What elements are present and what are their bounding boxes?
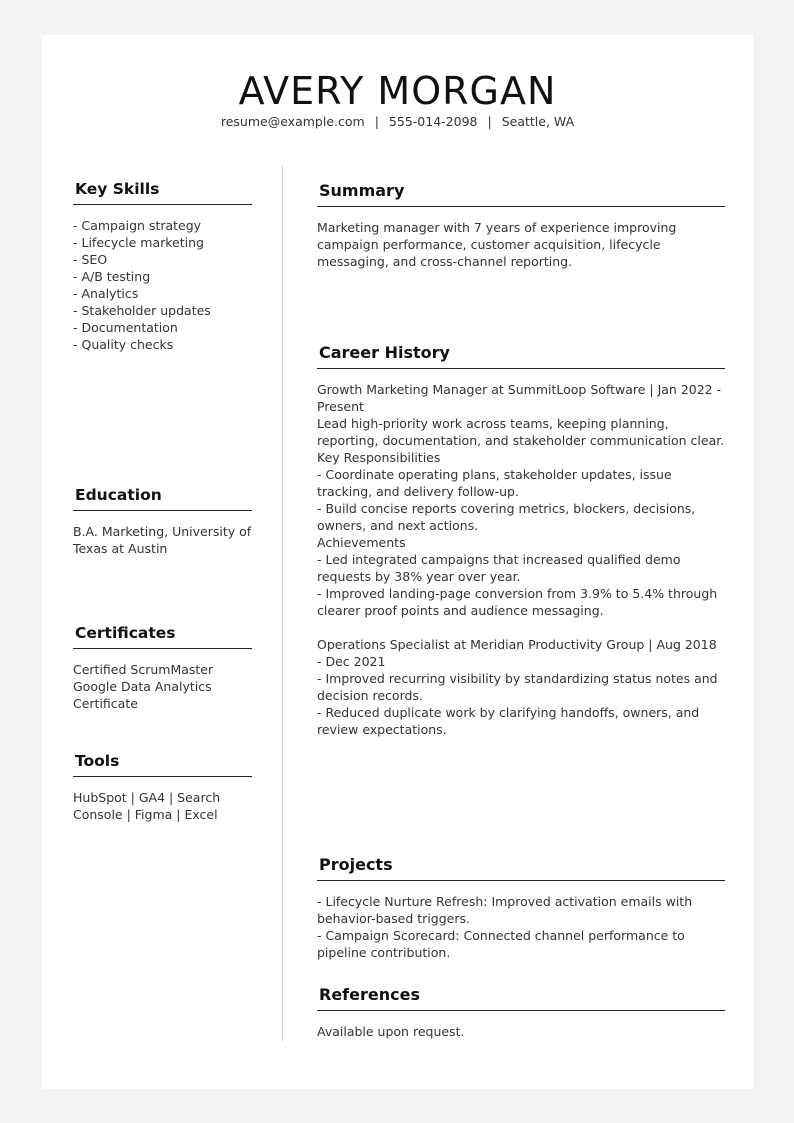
references-section	[317, 984, 725, 1040]
references-heading: References	[317, 984, 725, 1011]
job-line: Lead high-priority work across teams, keeping planning, reporting, documentation, and stakeholder communication clear.	[317, 416, 725, 448]
projects-list	[317, 893, 725, 961]
certificates-heading: Certificates	[73, 622, 252, 649]
skill-item: - Documentation	[73, 320, 178, 335]
tools-section	[73, 750, 252, 823]
job-heading: Growth Marketing Manager at SummitLoop Software | Jan 2022 - Present	[317, 382, 722, 414]
summary-section	[317, 180, 725, 270]
education-section	[73, 484, 252, 557]
summary-heading: Summary	[317, 180, 725, 207]
skill-item: - A/B testing	[73, 269, 151, 284]
contact-separator: |	[374, 114, 379, 129]
summary-text: Marketing manager with 7 years of experience improving campaign performance, customer acquisition, lifecycle messaging, and cross-channel reporting.	[317, 220, 677, 269]
job-line: - Reduced duplicate work by clarifying handoffs, owners, and review expectations.	[317, 705, 700, 737]
key-skills-list	[73, 217, 252, 353]
column-divider	[282, 165, 283, 1041]
projects-heading: Projects	[317, 854, 725, 881]
certificates-section	[73, 622, 252, 712]
job-line: - Led integrated campaigns that increased qualified demo requests by 38% year over year.	[317, 552, 681, 584]
tools-heading: Tools	[73, 750, 252, 777]
key-skills-heading: Key Skills	[73, 178, 252, 205]
contact-email: resume@example.com	[220, 114, 365, 129]
candidate-name: AVERY MORGAN	[238, 69, 557, 113]
job-line: Achievements	[317, 535, 406, 550]
career-body	[317, 381, 725, 738]
certificate-item: Google Data Analytics Certificate	[73, 679, 212, 711]
job-line: - Coordinate operating plans, stakeholder updates, issue tracking, and delivery follow-up.	[317, 467, 672, 499]
skill-item: - Quality checks	[73, 337, 174, 352]
job-line: - Build concise reports covering metrics, blockers, decisions, owners, and next actions.	[317, 501, 696, 533]
skill-item: - Lifecycle marketing	[73, 235, 204, 250]
skill-item: - SEO	[73, 252, 108, 267]
certificates-list	[73, 661, 252, 712]
contact-separator: |	[487, 114, 492, 129]
certificate-item: Certified ScrumMaster	[73, 662, 214, 677]
project-item: - Campaign Scorecard: Connected channel performance to pipeline contribution.	[317, 928, 685, 960]
job-line: Key Responsibilities	[317, 450, 441, 465]
references-text: Available upon request.	[317, 1024, 465, 1039]
contact-phone: 555-014-2098	[388, 114, 478, 129]
skill-item: - Campaign strategy	[73, 218, 202, 233]
contact-location: Seattle, WA	[501, 114, 575, 129]
job-line: - Improved recurring visibility by standardizing status notes and decision records.	[317, 671, 718, 703]
job-line: - Improved landing-page conversion from 3.9% to 5.4% through clearer proof points and audience messaging.	[317, 586, 718, 618]
tools-text: HubSpot | GA4 | Search Console | Figma | Excel	[73, 790, 221, 822]
skill-item: - Analytics	[73, 286, 139, 301]
resume-page	[42, 35, 753, 1089]
projects-section	[317, 854, 725, 961]
project-item: - Lifecycle Nurture Refresh: Improved activation emails with behavior-based triggers.	[317, 894, 693, 926]
education-heading: Education	[73, 484, 252, 511]
job-heading: Operations Specialist at Meridian Productivity Group | Aug 2018 - Dec 2021	[317, 637, 717, 669]
education-text: B.A. Marketing, University of Texas at Austin	[73, 524, 252, 556]
career-heading: Career History	[317, 342, 725, 369]
contact-line	[42, 113, 753, 131]
career-section	[317, 342, 725, 738]
key-skills-section	[73, 178, 252, 353]
skill-item: - Stakeholder updates	[73, 303, 211, 318]
job-spacer	[317, 619, 725, 636]
